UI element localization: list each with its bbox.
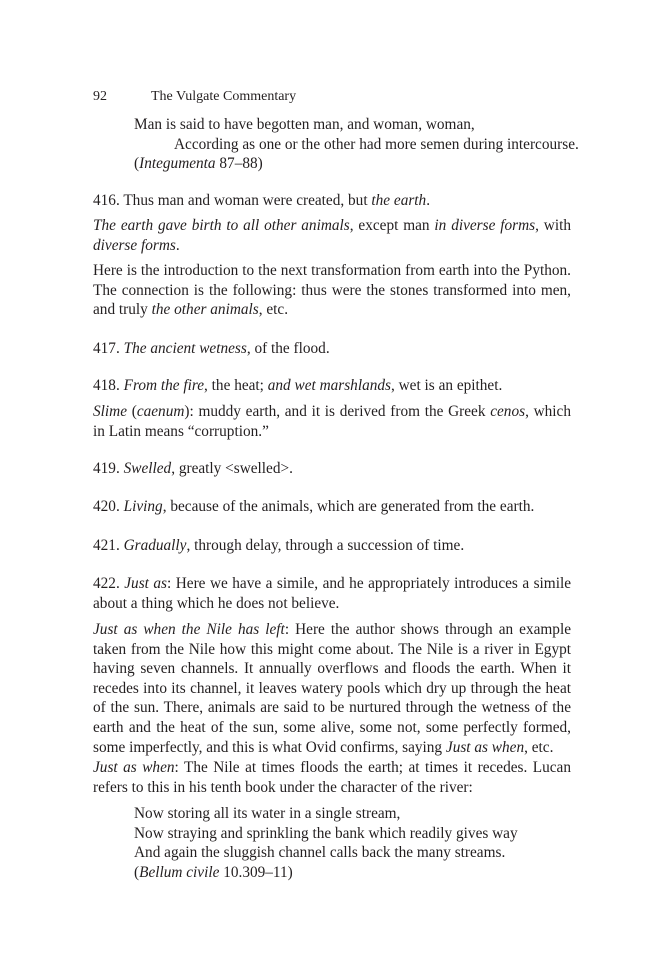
running-title: The Vulgate Commentary <box>151 89 297 104</box>
note-421: 421. Gradually, through delay, through a succession of time. <box>93 537 465 554</box>
note-418: 418. From the fire, the heat; and wet marshlands, wet is an epithet. <box>93 377 503 394</box>
note-416-gloss: The earth gave birth to all other animals, except man in diverse forms, with diverse forms. <box>93 217 571 254</box>
verse-citation: (Bellum civile 10.309–11) <box>134 863 293 881</box>
note-419: 419. Swelled, greatly <swelled>. <box>93 460 293 477</box>
note-417: 417. The ancient wetness, of the flood. <box>93 340 330 357</box>
verse-line: Man is said to have begotten man, and woman, woman, <box>134 116 475 133</box>
verse-citation: (Integumenta 87–88) <box>134 155 263 173</box>
note-418-slime: Slime (caenum): muddy earth, and it is derived from the Greek cenos, which in Latin means “corruption.” <box>93 403 571 440</box>
verse-line: Now straying and sprinkling the bank which readily gives way <box>134 824 518 842</box>
verse-line: Now storing all its water in a single stream, <box>134 805 401 822</box>
verse-quote-bellum-civile <box>134 804 571 882</box>
note-416-commentary: Here is the introduction to the next transformation from earth into the Python. The connection is the following: thus were the stones transformed into men, and truly the other animals, etc. <box>93 262 571 319</box>
note-422-nile: Just as when the Nile has left: Here the author shows through an example taken from the Nile how this might come about. The Nile is a river in Egypt having seven channels. It annually overflows and floods the earth. When it recedes into its channel, it leaves watery pools which dry up through the heat of the sun. There, animals are said to be nurtured through the wetness of the earth and the heat of the sun, some alive, some not, some perfectly formed, some imperfectly, and this is what Ovid confirms, saying Just as when, etc. <box>93 621 571 756</box>
note-420: 420. Living, because of the animals, which are generated from the earth. <box>93 498 535 515</box>
verse-line: And again the sluggish channel calls back the many streams. <box>134 844 506 862</box>
verse-quote-integumenta <box>134 115 579 174</box>
note-422-lucan: Just as when: The Nile at times floods the earth; at times it recedes. Lucan refers to this in his tenth book under the character of the river: <box>93 759 571 796</box>
verse-line: According as one or the other had more semen during intercourse. <box>174 135 579 153</box>
note-416: 416. Thus man and woman were created, but the earth. <box>93 192 431 209</box>
note-422: 422. Just as: Here we have a simile, and he appropriately introduces a simile about a thing which he does not believe. <box>93 575 571 612</box>
page-number: 92 <box>93 89 107 104</box>
